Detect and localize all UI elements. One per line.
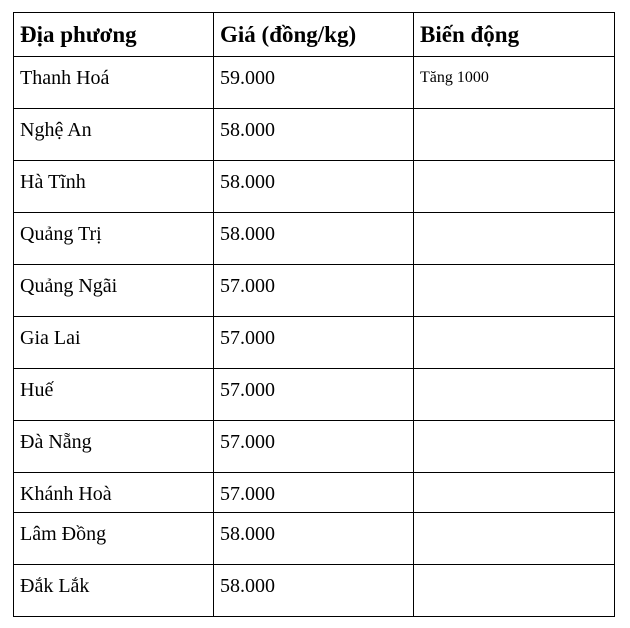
region-cell: Quảng Trị [14, 213, 214, 265]
price-cell: 57.000 [214, 473, 414, 513]
price-cell: 58.000 [214, 513, 414, 565]
price-cell: 58.000 [214, 565, 414, 617]
price-cell: 57.000 [214, 369, 414, 421]
region-cell: Đà Nẵng [14, 421, 214, 473]
table-row [14, 513, 615, 565]
price-cell: 58.000 [214, 213, 414, 265]
price-cell: 57.000 [214, 421, 414, 473]
price-cell: 58.000 [214, 109, 414, 161]
region-cell: Thanh Hoá [14, 57, 214, 109]
table-row [14, 369, 615, 421]
change-cell [414, 213, 615, 265]
table-row [14, 109, 615, 161]
header-region: Địa phương [14, 13, 214, 57]
table-row [14, 213, 615, 265]
table-row [14, 421, 615, 473]
table-row [14, 161, 615, 213]
change-cell [414, 565, 615, 617]
region-cell: Hà Tĩnh [14, 161, 214, 213]
region-cell: Quảng Ngãi [14, 265, 214, 317]
table-row [14, 57, 615, 109]
change-cell [414, 265, 615, 317]
price-cell: 58.000 [214, 161, 414, 213]
change-cell [414, 421, 615, 473]
price-cell: 57.000 [214, 317, 414, 369]
change-cell: Tăng 1000 [414, 57, 615, 109]
table-row [14, 317, 615, 369]
region-cell: Nghệ An [14, 109, 214, 161]
region-cell: Đắk Lắk [14, 565, 214, 617]
change-cell [414, 473, 615, 513]
table-body [14, 57, 615, 617]
change-cell [414, 317, 615, 369]
change-cell [414, 369, 615, 421]
header-row [14, 13, 615, 57]
table-row [14, 265, 615, 317]
header-price: Giá (đồng/kg) [214, 13, 414, 57]
change-cell [414, 161, 615, 213]
region-cell: Huế [14, 369, 214, 421]
price-table [13, 12, 615, 617]
change-cell [414, 109, 615, 161]
table-header [14, 13, 615, 57]
header-change: Biến động [414, 13, 615, 57]
table-row [14, 473, 615, 513]
region-cell: Khánh Hoà [14, 473, 214, 513]
change-cell [414, 513, 615, 565]
region-cell: Gia Lai [14, 317, 214, 369]
region-cell: Lâm Đồng [14, 513, 214, 565]
price-cell: 57.000 [214, 265, 414, 317]
table-row [14, 565, 615, 617]
price-cell: 59.000 [214, 57, 414, 109]
